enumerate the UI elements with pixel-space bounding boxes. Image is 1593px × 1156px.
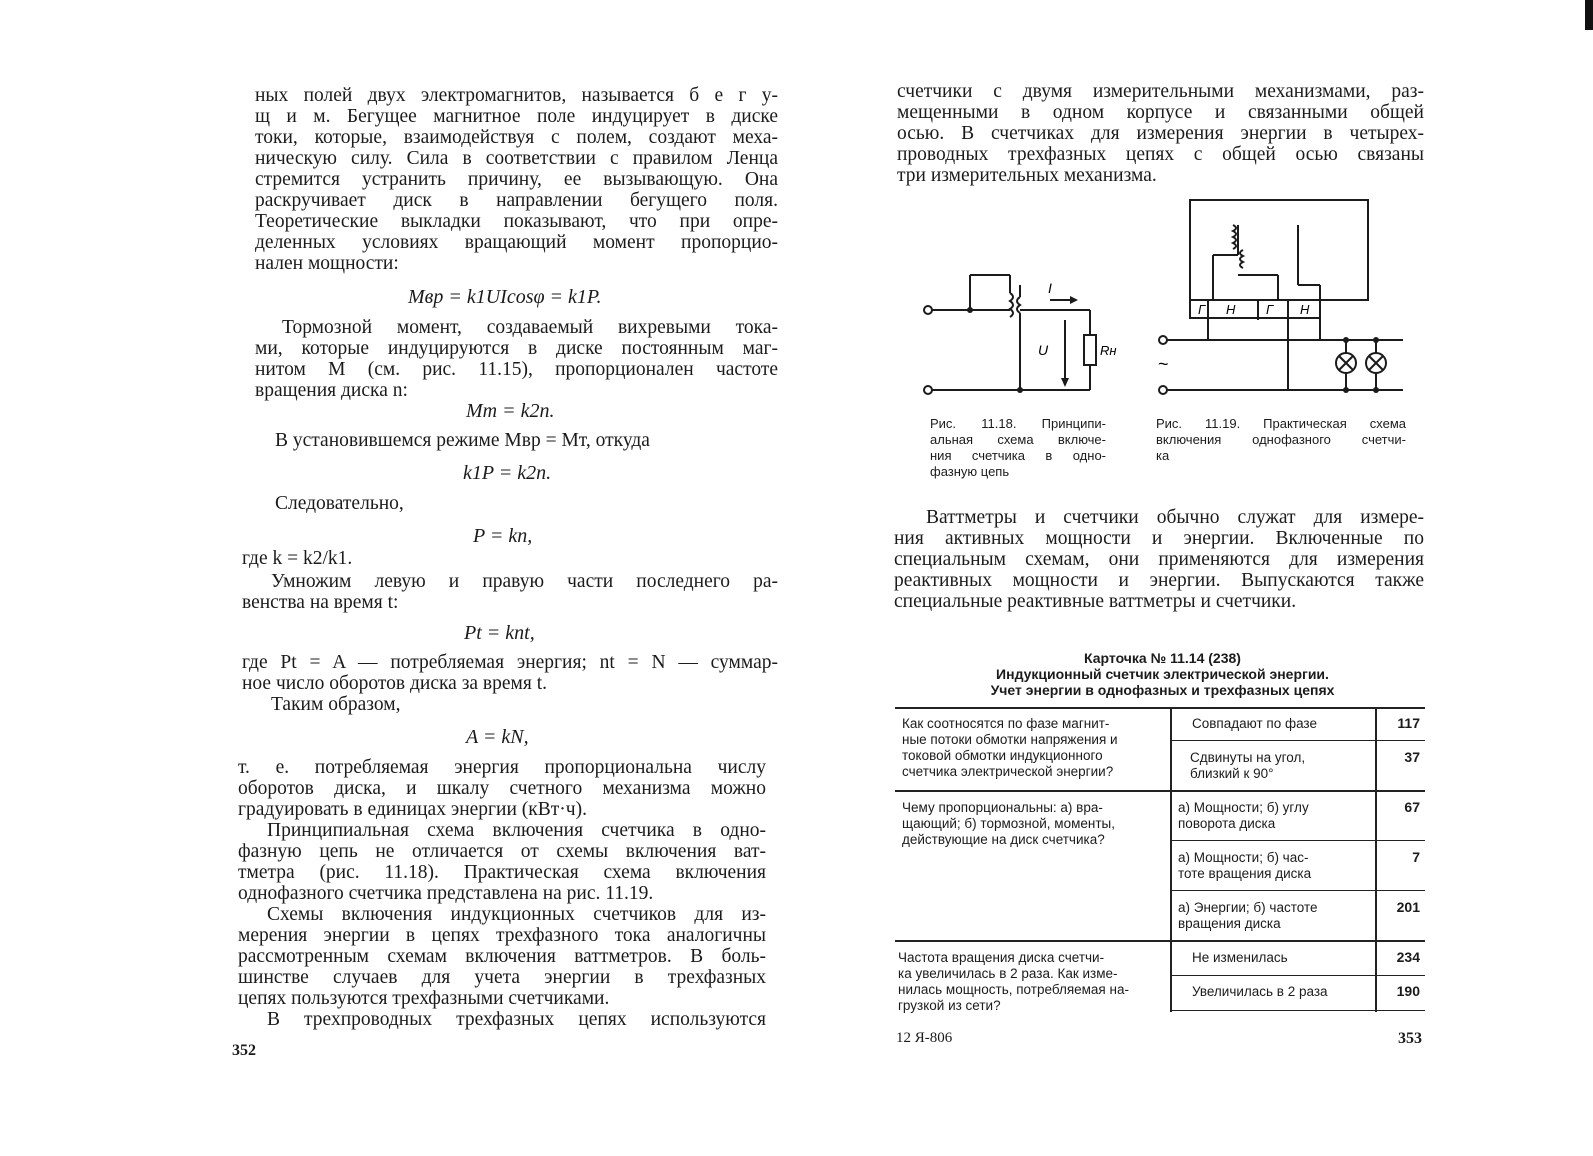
text-line: Теоретические выкладки показывают, что при опре-	[255, 211, 778, 232]
answer-line: Увеличилась в 2 раза	[1192, 984, 1328, 999]
text-line: три измерительных механизма.	[897, 165, 1157, 186]
answer-number: 7	[1412, 849, 1420, 865]
text-line: ное число оборотов диска за время t.	[242, 673, 548, 694]
current-label: I	[1048, 280, 1052, 296]
answer-number: 201	[1396, 899, 1420, 915]
text-line: счетчики с двумя измерительными механизмами, раз-	[897, 81, 1424, 102]
question-line: счетчика электрической энергии?	[902, 764, 1114, 779]
card-question	[898, 950, 1164, 1014]
text-line: специальные реактивные ваттметры и счетчики.	[894, 591, 1297, 612]
table-border	[895, 707, 1425, 709]
answer-line: Совпадают по фазе	[1192, 716, 1317, 731]
text-line: Тормозной момент, создаваемый вихревыми тока-	[282, 317, 778, 338]
text-line: раскручивает диск в направлении бегущего поля.	[255, 190, 778, 211]
text-line: т. е. потребляемая энергия пропорциональна числу	[238, 757, 766, 778]
text-line: цепях пользуются трехфазными счетчиками.	[238, 988, 610, 1009]
text-line: однофазного счетчика представлена на рис. 11.19.	[238, 883, 654, 904]
question-line: действующие на диск счетчика?	[902, 832, 1105, 847]
ac-source-symbol: ~	[1158, 354, 1169, 374]
terminal-label: Г	[1198, 302, 1206, 317]
figure-11-19-schematic	[1158, 195, 1408, 395]
answer-number: 117	[1397, 715, 1420, 731]
text-line: Следовательно,	[275, 493, 404, 514]
figure-caption: альная схема включе-	[930, 432, 1106, 447]
figure-caption: ния счетчика в одно-	[930, 448, 1106, 463]
text-line: нален мощности:	[255, 253, 399, 274]
question-line: щающий; б) тормозной, моменты,	[902, 816, 1115, 831]
text-line: Ваттметры и счетчики обычно служат для измере-	[926, 507, 1424, 528]
figure-11-18-schematic	[920, 265, 1140, 400]
answer-line: вращения диска	[1178, 916, 1281, 931]
question-line: ные потоки обмотки напряжения и	[902, 732, 1118, 747]
card-question	[902, 716, 1164, 780]
text-line: венства на время t:	[242, 592, 399, 613]
table-line	[895, 790, 1425, 792]
text-line: тметра (рис. 11.18). Практическая схема включения	[238, 862, 766, 883]
table-line	[1172, 740, 1425, 741]
formula: P = kn,	[473, 525, 533, 547]
page-number: 352	[232, 1042, 256, 1059]
text-line: ния активных мощности и энергии. Включенные по	[894, 528, 1424, 549]
page-number: 353	[1398, 1030, 1422, 1047]
answer-line: Сдвинуты на угол,	[1190, 750, 1306, 765]
text-line: рассмотренным схемам включения ваттметров. В боль-	[238, 946, 766, 967]
figure-caption: Рис. 11.19. Практическая схема	[1156, 416, 1406, 431]
answer-line: Не изменилась	[1192, 950, 1288, 965]
answer-line: близкий к 90°	[1190, 766, 1274, 781]
text-line: оборотов диска, и шкалу счетного механизма можно	[238, 778, 766, 799]
question-line: ка увеличилась в 2 раза. Как изме-	[898, 966, 1118, 981]
text-line: шинстве случаев для учета энергии в трехфазных	[238, 967, 766, 988]
text-line: ми, которые индуцируются в диске постоянным маг-	[255, 338, 778, 359]
text-line: щ и м. Бегущее магнитное поле индуцирует в диске	[255, 106, 778, 127]
figure-caption: включения однофазного счетчи-	[1156, 432, 1406, 447]
text-line: ническую силу. Сила в соответствии с правилом Ленца	[255, 148, 778, 169]
text-line: вращения диска n:	[255, 380, 408, 401]
voltage-label: U	[1038, 342, 1049, 358]
figure-caption: фазную цепь	[930, 464, 1010, 479]
text-line: фазную цепь не отличается от схемы включения ват-	[238, 841, 766, 862]
terminal-label: Н	[1226, 302, 1236, 317]
text-line: Таким образом,	[271, 694, 401, 715]
text-line: ных полей двух электромагнитов, называется б е г у-	[255, 85, 778, 106]
text-line: деленных условиях вращающий момент пропорцио-	[255, 232, 778, 253]
table-divider	[1375, 707, 1377, 1012]
text-line: Схемы включения индукционных счетчиков для из-	[267, 904, 766, 925]
card-subtitle: Учет энергии в однофазных и трехфазных цепях	[990, 682, 1335, 698]
formula: Mт = k2n.	[466, 400, 555, 422]
figure-caption: ка	[1156, 448, 1170, 463]
card-answer[interactable]	[1178, 850, 1311, 882]
question-line: нилась мощность, потребляемая на-	[898, 982, 1129, 997]
table-line	[1172, 1010, 1425, 1011]
formula: k1P = k2n.	[463, 462, 552, 484]
table-line	[1172, 975, 1425, 976]
card-answer[interactable]	[1178, 800, 1309, 832]
answer-number: 37	[1404, 749, 1420, 765]
text-line: Принципиальная схема включения счетчика в одно-	[267, 820, 766, 841]
card-title: Карточка № 11.14 (238)	[1084, 650, 1241, 666]
answer-line: а) Мощности; б) час-	[1178, 850, 1309, 865]
text-line: градуировать в единицах энергии (кВт·ч).	[238, 799, 587, 820]
answer-number: 234	[1396, 949, 1420, 965]
answer-line: поворота диска	[1178, 816, 1276, 831]
terminal-label: Н	[1300, 302, 1310, 317]
text-line: проводных трехфазных цепях с общей осью связаны	[897, 144, 1424, 165]
formula: Pt = knt,	[464, 622, 535, 644]
figure-caption: Рис. 11.18. Принципи-	[930, 416, 1106, 431]
formula: Mвр = k1UIcosφ = k1P.	[408, 286, 602, 308]
terminal-label: Г	[1266, 302, 1274, 317]
question-line: Чему пропорциональны: а) вра-	[902, 800, 1103, 815]
text-line: стремится устранить причину, ее вызывающую. Она	[255, 169, 778, 190]
question-line: Как соотносятся по фазе магнит-	[902, 716, 1110, 731]
answer-line: а) Энергии; б) частоте	[1178, 900, 1318, 915]
text-line: где k = k2/k1.	[242, 548, 353, 569]
text-line: Умножим левую и правую части последнего ра-	[271, 571, 778, 592]
text-line: токи, которые, взаимодействуя с полем, создают меха-	[255, 127, 778, 148]
load-label: Rн	[1100, 343, 1117, 358]
text-line: специальным схемам, они применяются для измерения	[894, 549, 1424, 570]
text-line: где Pt = A — потребляемая энергия; nt = N — суммар-	[242, 652, 778, 673]
table-line	[1172, 890, 1425, 891]
card-question	[902, 800, 1164, 848]
question-line: Частота вращения диска счетчи-	[898, 950, 1105, 965]
card-answer[interactable]	[1192, 716, 1317, 732]
text-line: В трехпроводных трехфазных цепях используются	[267, 1009, 766, 1030]
text-line: реактивных мощности и энергии. Выпускаются также	[894, 570, 1424, 591]
text-line: нитом M (см. рис. 11.15), пропорционален частоте	[255, 359, 778, 380]
table-divider	[1170, 707, 1172, 1012]
table-line	[895, 940, 1425, 942]
scan-edge-mark	[1585, 0, 1593, 30]
answer-number: 190	[1396, 983, 1420, 999]
card-answer[interactable]	[1190, 750, 1305, 782]
answer-line: а) Мощности; б) углу	[1178, 800, 1309, 815]
table-line	[1172, 840, 1425, 841]
text-line: осью. В счетчиках для измерения энергии в четырех-	[897, 123, 1424, 144]
signature-mark: 12 Я-806	[896, 1030, 953, 1046]
card-answer[interactable]	[1192, 950, 1288, 966]
text-line: В установившемся режиме Mвр = Mт, откуда	[275, 430, 650, 451]
card-subtitle: Индукционный счетчик электрической энергии.	[996, 666, 1329, 682]
answer-number: 67	[1404, 799, 1420, 815]
question-line: токовой обмотки индукционного	[902, 748, 1103, 763]
card-answer[interactable]	[1178, 900, 1318, 932]
question-line: грузкой из сети?	[898, 998, 1001, 1013]
formula: A = kN,	[466, 726, 529, 748]
text-line: мещенными в одном корпусе и связанными общей	[897, 102, 1424, 123]
answer-line: тоте вращения диска	[1178, 866, 1312, 881]
text-line: мерения энергии в цепях трехфазного тока аналогичны	[238, 925, 766, 946]
card-answer[interactable]	[1192, 984, 1328, 1000]
